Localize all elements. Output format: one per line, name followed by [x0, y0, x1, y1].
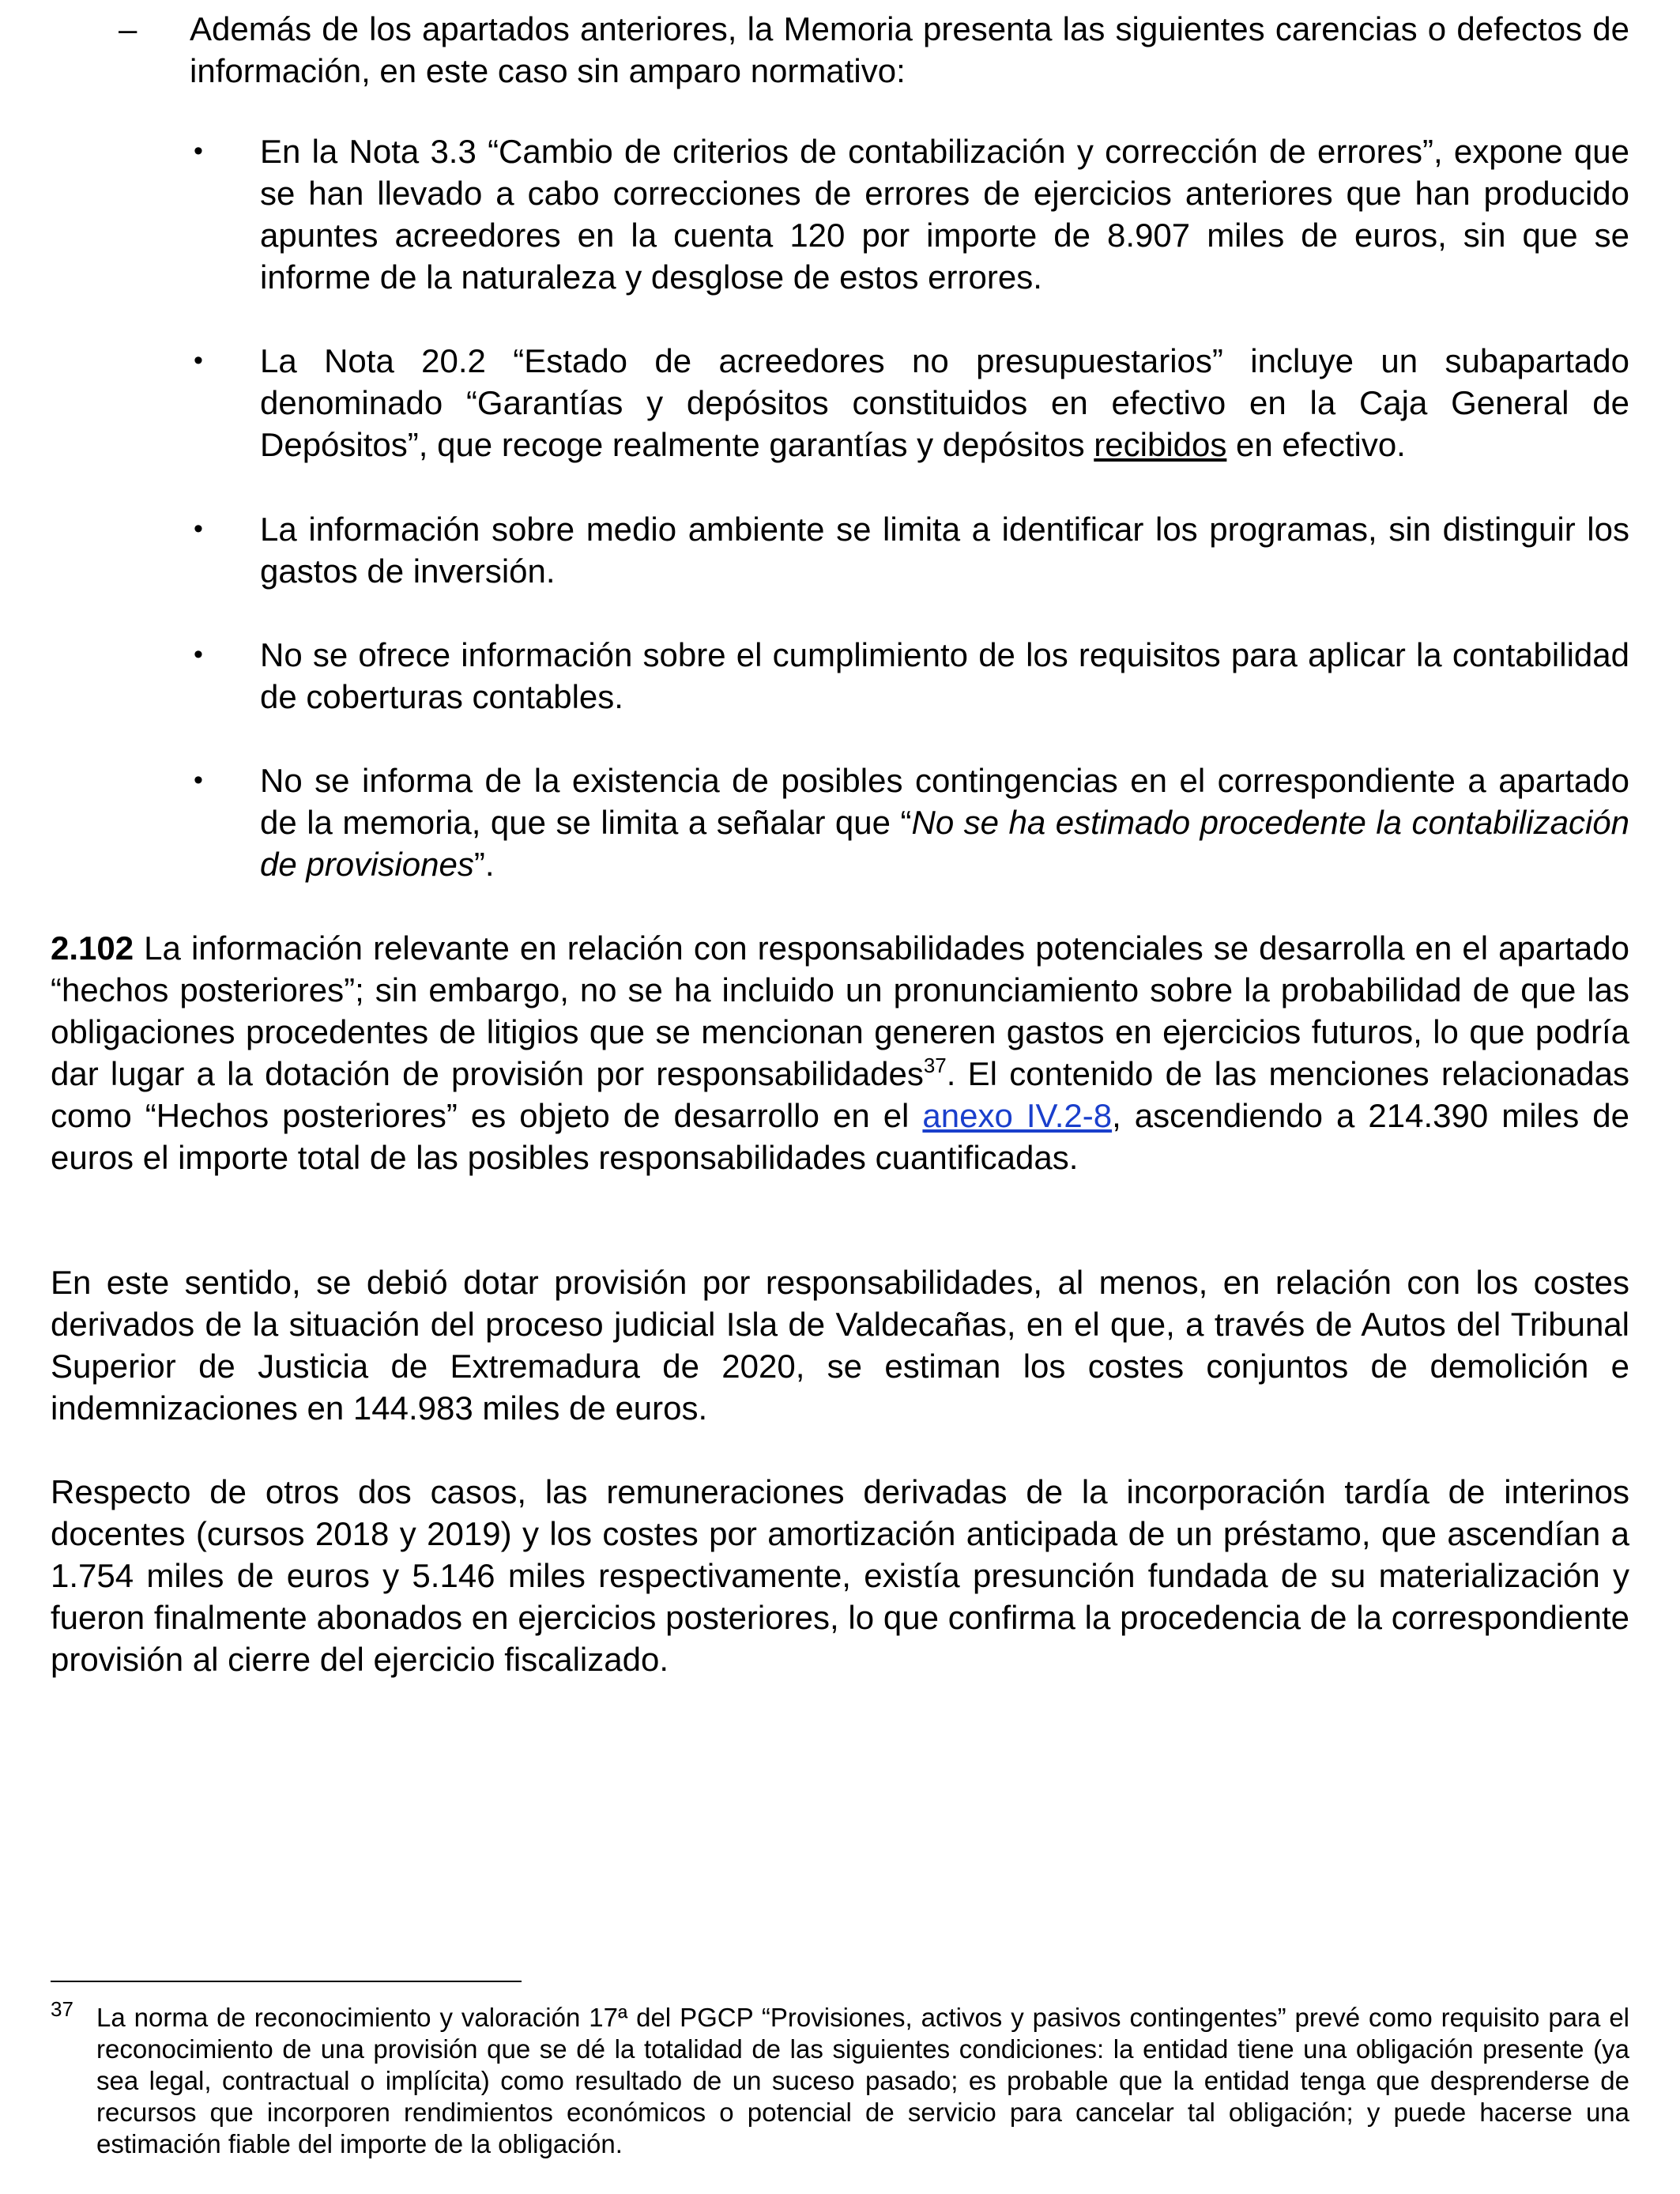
italic-quote: No se ha estimado procedente la contabilización de provisiones [260, 804, 1629, 883]
paragraph-number: 2.102 [51, 929, 134, 967]
bullet-text [260, 340, 1629, 466]
paragraph-text-part1: La información relevante en relación con responsabilidades potenciales se desarrolla en el apartado “hechos posteriores”; sin embargo, no se ha incluido un pronunciamiento sobre la probabilidad de que las obligaciones procedentes de litigios que se mencionan generen gastos en ejercicios futuros, lo que podría dar lugar a la dotación de provisión por responsabilidades [51, 929, 1629, 1092]
bullet-dot: • [194, 345, 203, 375]
paragraph-valdecanas: En este sentido, se debió dotar provisión por responsabilidades, al menos, en relación con los costes derivados de la situación del proceso judicial Isla de Valdecañas, en el que, a través de Autos del Tribunal Superior de Justicia de Extremadura de 2020, se estiman los costes conjuntos de demolición e indemnizaciones en 144.983 miles de euros. [51, 1264, 1629, 1427]
anexo-link[interactable]: anexo IV.2-8 [922, 1097, 1113, 1134]
footnote-number: 37 [51, 1997, 73, 2021]
footnote-reference[interactable]: 37 [923, 1054, 947, 1077]
bullet-text-start: La Nota 20.2 “Estado de acreedores no presupuestarios” incluye un subapartado denominado “Garantías y depósitos constituidos en efectivo en la Caja General de Depósitos”, que recoge realmente garantías y depósitos [260, 342, 1629, 463]
dash-marker: – [119, 10, 137, 47]
intro-text: Además de los apartados anteriores, la Memoria presenta las siguientes carencias o defectos de información, en este caso sin amparo normativo: [190, 10, 1629, 89]
bullet-text: No se ofrece información sobre el cumplimiento de los requisitos para aplicar la contabilidad de coberturas contables. [260, 636, 1629, 715]
bullet-text: La información sobre medio ambiente se limita a identificar los programas, sin distinguir los gastos de inversión. [260, 511, 1629, 590]
bullet-text-end: ”. [473, 846, 495, 883]
bullet-text [260, 760, 1629, 885]
paragraph-2-102 [51, 927, 1629, 1178]
bullet-dot: • [194, 136, 203, 166]
bullet-dot: • [194, 639, 203, 669]
bullet-dot: • [194, 514, 203, 544]
paragraph-text-part3: , ascendiendo a 214.390 miles de euros el importe total de las posibles responsabilidades cuantificadas. [51, 1097, 1629, 1176]
paragraph-otros-casos: Respecto de otros dos casos, las remuneraciones derivadas de la incorporación tardía de interinos docentes (cursos 2018 y 2019) y los costes por amortización anticipada de un préstamo, que ascendían a 1.754 miles de euros y 5.146 miles respectivamente, existía presunción fundada de su materialización y fueron finalmente abonados en ejercicios posteriores, lo que confirma la procedencia de la correspondiente provisión al cierre del ejercicio fiscalizado. [51, 1473, 1629, 1678]
underlined-word: recibidos [1094, 426, 1227, 463]
bullet-text-end: en efectivo. [1226, 426, 1406, 463]
paragraph-text-part2: . El contenido de las menciones relacionadas como “Hechos posteriores” es objeto de desarrollo en el [51, 1055, 1629, 1134]
bullet-text-start: No se informa de la existencia de posibles contingencias en el correspondiente a apartado de la memoria, que se limita a señalar que “ [260, 762, 1629, 841]
bullet-dot: • [194, 765, 203, 795]
footnote-separator [51, 1981, 522, 1982]
bullet-text: En la Nota 3.3 “Cambio de criterios de contabilización y corrección de errores”, expone que se han llevado a cabo correcciones de errores de ejercicios anteriores que han producido apuntes acreedores en la cuenta 120 por importe de 8.907 miles de euros, sin que se informe de la naturaleza y desglose de estos errores. [260, 133, 1629, 296]
footnote-text: La norma de reconocimiento y valoración 17ª del PGCP “Provisiones, activos y pasivos contingentes” prevé como requisito para el reconocimiento de una provisión que se dé la totalidad de las siguientes condiciones: la entidad tiene una obligación presente (ya sea legal, contractual o implícita) como resultado de un suceso pasado; es probable que la entidad tenga que desprenderse de recursos que incorporen rendimientos económicos o potencial de servicio para cancelar tal obligación; y puede hacerse una estimación fiable del importe de la obligación. [96, 2003, 1629, 2158]
